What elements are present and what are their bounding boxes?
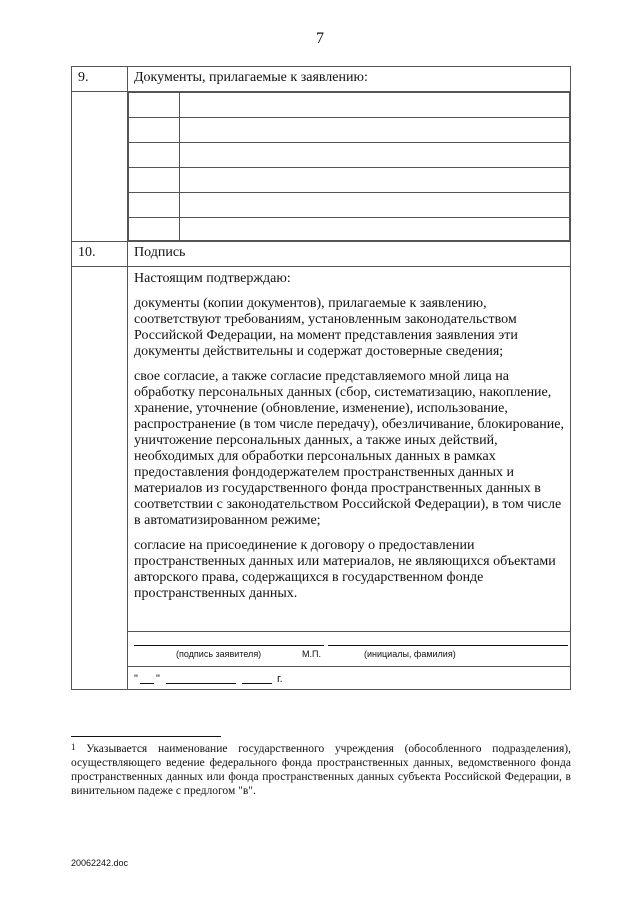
document-entry-number[interactable] (129, 93, 180, 118)
document-entry-number[interactable] (129, 118, 180, 143)
footnote-divider (71, 736, 221, 737)
documents-list-cell (128, 92, 571, 242)
document-entry-row (129, 168, 570, 193)
date-cell (128, 667, 571, 690)
section-10-title: Подпись (128, 242, 571, 267)
signature-caption: (подпись заявителя) (176, 649, 262, 659)
confirmation-lead: Настоящим подтверждаю: (134, 271, 291, 286)
document-entry-name[interactable] (180, 218, 570, 241)
document-entry-name[interactable] (180, 143, 570, 168)
document-entry-name[interactable] (180, 118, 570, 143)
section-10-number: 10. (72, 242, 128, 267)
document-entry-number[interactable] (129, 168, 180, 193)
confirmation-paragraph-agreement: согласие на присоединение к договору о предоставлении пространственных данных или материалов, не являющихся объектами авторского права, содержащихся в государственном фонде пространственных данных. (134, 538, 556, 601)
date-year-suffix: г. (277, 673, 283, 685)
section-9-number: 9. (72, 67, 128, 92)
confirmation-paragraph-documents: документы (копии документов), прилагаемые к заявлению, соответствуют требованиям, установленным законодательством Российской Федерации, на момент представления заявления эти документы действительны и содержат достоверные сведения; (134, 296, 518, 359)
signature-row (72, 632, 571, 667)
confirmation-paragraph-personal-data: свое согласие, а также согласие представляемого мной лица на обработку персональных данных (сбор, систематизацию, накопление, хранение, уточнение (обновление, изменение), использование, распространение (в том числе передачу), обезличивание, блокирование, уничтожение персональных данных, а также иных действий, необходимых для обработки персональных данных в рамках предоставления фондодержателем пространственных данных и материалов из государственного фонда пространственных данных в соответствии с законодательством Российской Федерации), в том числе в автоматизированном режиме; (134, 369, 564, 528)
section-9-title: Документы, прилагаемые к заявлению: (128, 67, 571, 92)
document-entry-number[interactable] (129, 143, 180, 168)
section-9-empty-number-cell (72, 92, 128, 242)
document-entry-row (129, 143, 570, 168)
date-year-field[interactable] (242, 683, 272, 684)
document-id: 20062242.doc (71, 858, 129, 868)
document-entry-number[interactable] (129, 218, 180, 241)
documents-list-table (128, 92, 570, 241)
footnote-text: Указывается наименование государственного учреждения (обособленного подразделения), осуществляющего ведение федерального фонда пространственных данных, ведомственного фонда пространственных данных или фонда пространственных данных субъекта Российской Федерации, в винительном падеже с предлогом "в". (71, 743, 572, 797)
document-entry-row (129, 118, 570, 143)
initials-caption: (инициалы, фамилия) (364, 649, 456, 659)
page-number: 7 (316, 30, 324, 47)
signature-cell (128, 632, 571, 667)
date-row (72, 667, 571, 690)
document-entry-row (129, 93, 570, 118)
stamp-caption: М.П. (302, 649, 321, 659)
document-entry-number[interactable] (129, 193, 180, 218)
document-entry-name[interactable] (180, 193, 570, 218)
section-9-header-row (72, 67, 571, 92)
document-entry-name[interactable] (180, 93, 570, 118)
initials-line[interactable] (328, 645, 568, 646)
application-form-table (71, 66, 571, 690)
section-10-empty-number-cell (72, 267, 128, 690)
section-10-body-row (72, 267, 571, 632)
footnote-marker: 1 (71, 742, 76, 752)
date-quote-open: " (134, 673, 138, 685)
document-entry-name[interactable] (180, 168, 570, 193)
document-entry-row (129, 218, 570, 241)
footnote (71, 742, 571, 798)
date-quote-close: " (156, 673, 160, 685)
date-month-field[interactable] (166, 683, 236, 684)
section-10-header-row (72, 242, 571, 267)
confirmation-cell (128, 267, 571, 632)
date-day-field[interactable] (140, 683, 154, 684)
signature-line[interactable] (134, 645, 324, 646)
document-entry-row (129, 193, 570, 218)
section-9-documents-row (72, 92, 571, 242)
